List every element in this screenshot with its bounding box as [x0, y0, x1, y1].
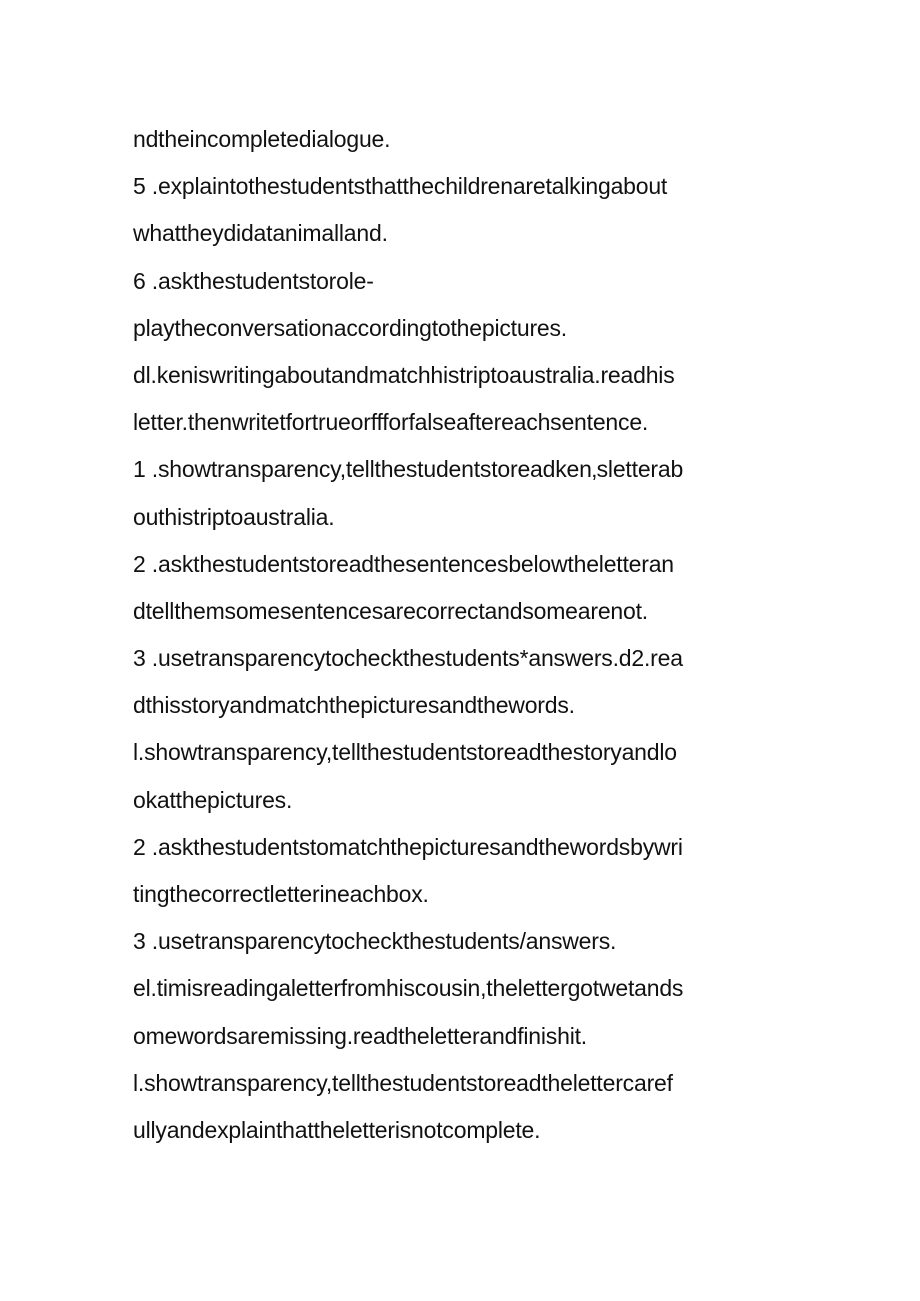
- text-line: 1 .showtransparency,tellthestudentstoreadken‚sletterab: [133, 456, 684, 483]
- text-line: 3 .usetransparencytocheckthestudents/answers.: [133, 928, 617, 955]
- text-line: ullyandexplainthattheletterisnotcomplete.: [133, 1116, 541, 1143]
- text-line: 3 .usetransparencytocheckthestudents*answers.d2.rea: [133, 645, 683, 672]
- text-line: dtellthemsomesentencesarecorrectandsomearenot.: [133, 597, 648, 624]
- text-line: omewordsaremissing.readtheletterandfinishit.: [133, 1022, 587, 1049]
- body-text: [133, 116, 793, 1154]
- text-line: dl.keniswritingaboutandmatchhistriptoaustralia.readhis: [133, 361, 675, 388]
- text-line: l.showtransparency,tellthestudentstoreadthelettercaref: [133, 1069, 673, 1096]
- text-line: ndtheincompletedialogue.: [133, 126, 391, 152]
- text-line: 6 .askthestudentstorole-: [133, 267, 374, 294]
- text-line: 5 .explaintothestudentsthatthechildrenaretalkingabout: [133, 173, 668, 200]
- text-line: dthisstoryandmatchthepicturesandthewords.: [133, 692, 575, 719]
- text-line: okatthepictures.: [133, 786, 293, 813]
- text-line: outhistriptoaustralia.: [133, 503, 335, 530]
- text-line: letter.thenwritetfortrueorffforfalseaftereachsentence.: [133, 409, 649, 436]
- text-line: tingthecorrectletterineachbox.: [133, 881, 429, 907]
- text-line: 2 .askthestudentstomatchthepicturesandthewordsbywri: [133, 833, 683, 860]
- text-line: 2 .askthestudentstoreadthesentencesbelowtheletteran: [133, 550, 674, 577]
- text-line: l.showtransparency,tellthestudentstoreadthestoryandlo: [133, 739, 677, 766]
- text-line: playtheconversationaccordingtothepictures.: [133, 314, 567, 341]
- text-line: whattheydidatanimalland.: [133, 220, 388, 247]
- text-line: el.timisreadingaletterfromhiscousin,thelettergotwetands: [133, 975, 684, 1002]
